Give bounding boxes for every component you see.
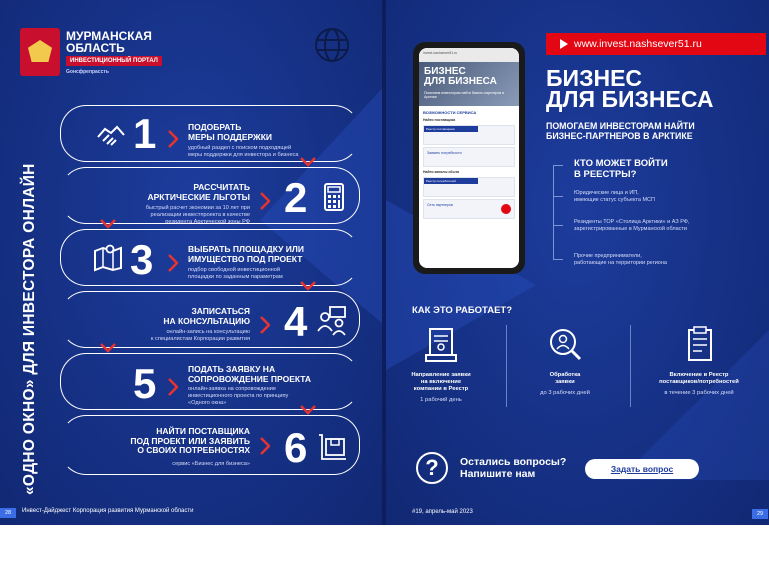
divider [506, 325, 507, 407]
how-step-title: Обработка заявки [549, 372, 581, 385]
region-name-line1: МУРМАНСКАЯ [66, 29, 152, 43]
chevron-right-icon [168, 254, 178, 272]
list-rule [553, 165, 554, 260]
step-number: 3 [130, 236, 154, 283]
phone-fab-icon [501, 204, 511, 214]
phone-card-label: Реестр потребителей [424, 178, 478, 184]
how-step [634, 325, 764, 396]
chevron-down-icon [300, 405, 316, 415]
portal-subtitle: Gонсфрепрассть [66, 69, 109, 75]
step-title: ЗАПИСАТЬСЯ НА КОНСУЛЬТАЦИЮ [163, 306, 250, 326]
how-step-time: 1 рабочий день [420, 397, 462, 403]
step-title: ПОДОБРАТЬ МЕРЫ ПОДДЕРЖКИ [188, 122, 273, 142]
issue-label: #19, апрель-май 2023 [412, 509, 473, 515]
chevron-right-icon [168, 378, 178, 396]
chevron-right-icon [260, 192, 270, 210]
consultation-icon [316, 305, 348, 337]
step-number: 2 [284, 174, 308, 221]
phone-address-bar: invest.nashsever51.ru [419, 48, 519, 62]
region-name [66, 30, 152, 54]
step-number: 1 [133, 110, 157, 157]
chevron-right-icon [168, 130, 178, 148]
how-step [386, 325, 496, 403]
website-link[interactable]: www.invest.nashsever51.ru [546, 33, 766, 55]
step-description: онлайн-запись на консультацию к специалистам Корпорации развития [151, 329, 250, 342]
who-item: Юридические лица и ИП, имеющие статус субъекта МСП [574, 190, 655, 203]
how-step-title: Направление заявки на включение компании в Реестр [411, 372, 471, 392]
step-number: 4 [284, 298, 308, 345]
who-item: Резиденты ТОР «Столица Арктики» и АЗ РФ, зарегистрированные в Мурманской области [574, 219, 690, 232]
ask-question-button[interactable]: Задать вопрос [585, 459, 699, 479]
step-description: сервис «Бизнес для бизнеса» [172, 461, 250, 467]
calculator-icon [318, 181, 350, 213]
portal-tag: ИНВЕСТИЦИОННЫЙ ПОРТАЛ [66, 56, 162, 66]
how-step [510, 325, 620, 396]
map-pin-icon [92, 241, 124, 273]
chevron-down-icon [300, 157, 316, 167]
step-number: 5 [133, 360, 157, 407]
list-tick [553, 225, 563, 226]
list-tick [553, 259, 563, 260]
phone-screen [419, 48, 519, 268]
application-form-icon [422, 325, 460, 365]
footer-text: Инвест-Дайджест Корпорация развития Мурманской области [22, 508, 194, 514]
question-icon: ? [416, 452, 448, 484]
how-step-title: Включение в Реестр поставщиков/потребностей [659, 372, 739, 385]
step-title: НАЙТИ ПОСТАВЩИКА ПОД ПРОЕКТ ИЛИ ЗАЯВИТЬ О СВОИХ ПОТРЕБНОСТЯХ [130, 426, 250, 455]
step-description: онлайн-заявка на сопровождение инвестиционного проекта по принципу «Одного окна» [188, 386, 289, 406]
phone-card [423, 199, 515, 219]
chevron-right-icon [260, 316, 270, 334]
step-number: 6 [284, 424, 308, 471]
region-emblem [20, 28, 60, 76]
who-item: Прочие предприниматели, работающие на территории региона [574, 253, 667, 266]
subheadline: ПОМОГАЕМ ИНВЕСТОРАМ НАЙТИ БИЗНЕС-ПАРТНЕРОВ В АРКТИКЕ [546, 121, 695, 141]
phone-section-title: ВОЗМОЖНОСТИ СЕРВИСА [423, 110, 477, 115]
phone-card-label: Сеть партнеров [427, 203, 453, 207]
step-description: подбор свободной инвестиционной площадки по заданным параметрам [188, 267, 283, 280]
step-title: ВЫБРАТЬ ПЛОЩАДКУ ИЛИ ИМУЩЕСТВО ПОД ПРОЕКТ [188, 244, 304, 264]
phone-hero-title: БИЗНЕС ДЛЯ БИЗНЕСА [424, 66, 497, 87]
left-page [0, 0, 382, 525]
phone-card-label: Заявить потребности [427, 151, 462, 155]
region-name-line2: ОБЛАСТЬ [66, 41, 125, 55]
vertical-title: «ОДНО ОКНО» ДЛЯ ИНВЕСТОРА ОНЛАЙН [21, 163, 38, 495]
who-title: КТО МОЖЕТ ВОЙТИ В РЕЕСТРЫ? [574, 158, 668, 180]
headline: БИЗНЕС ДЛЯ БИЗНЕСА [546, 65, 714, 112]
supplier-icon [316, 431, 348, 463]
phone-card [423, 125, 515, 145]
list-tick [553, 196, 563, 197]
phone-card [423, 147, 515, 167]
phone-hero [419, 62, 519, 106]
checklist-icon [680, 325, 718, 365]
globe-icon [313, 26, 351, 64]
chevron-down-icon [100, 219, 116, 229]
list-tick [553, 165, 563, 166]
magnifier-person-icon [546, 325, 584, 365]
how-step-time: в течение 3 рабочих дней [664, 390, 734, 396]
question-text: Остались вопросы? Напишите нам [460, 456, 567, 480]
right-page [386, 0, 769, 525]
phone-subsection: Найти поставщика [423, 118, 456, 122]
step-title: РАССЧИТАТЬ АРКТИЧЕСКИЕ ЛЬГОТЫ [147, 182, 250, 202]
phone-hero-subtitle: Помогаем инвесторам найти бизнес-партнеров в Арктике [424, 91, 504, 99]
chevron-down-icon [300, 281, 316, 291]
phone-card [423, 177, 515, 197]
how-title: КАК ЭТО РАБОТАЕТ? [412, 305, 513, 316]
divider [630, 325, 631, 407]
chevron-down-icon [100, 343, 116, 353]
phone-mockup [413, 42, 525, 274]
handshake-icon [95, 117, 127, 149]
step-description: быстрый расчет экономии за 10 лет при реализации инвестпроекта в качестве резидента Арктической зоны РФ [145, 205, 250, 225]
how-step-time: до 3 рабочих дней [540, 390, 590, 396]
step-title: ПОДАТЬ ЗАЯВКУ НА СОПРОВОЖДЕНИЕ ПРОЕКТА [188, 364, 312, 384]
chevron-right-icon [260, 437, 270, 455]
page-number: 28 [0, 508, 16, 518]
phone-card-label: Реестр поставщиков [424, 126, 478, 132]
phone-subsection: Найти каналы сбыта [423, 170, 460, 174]
page-number: 29 [752, 509, 768, 519]
step-description: удобный раздел с поиском подходящей меры поддержки для инвестора и бизнеса [188, 145, 299, 158]
